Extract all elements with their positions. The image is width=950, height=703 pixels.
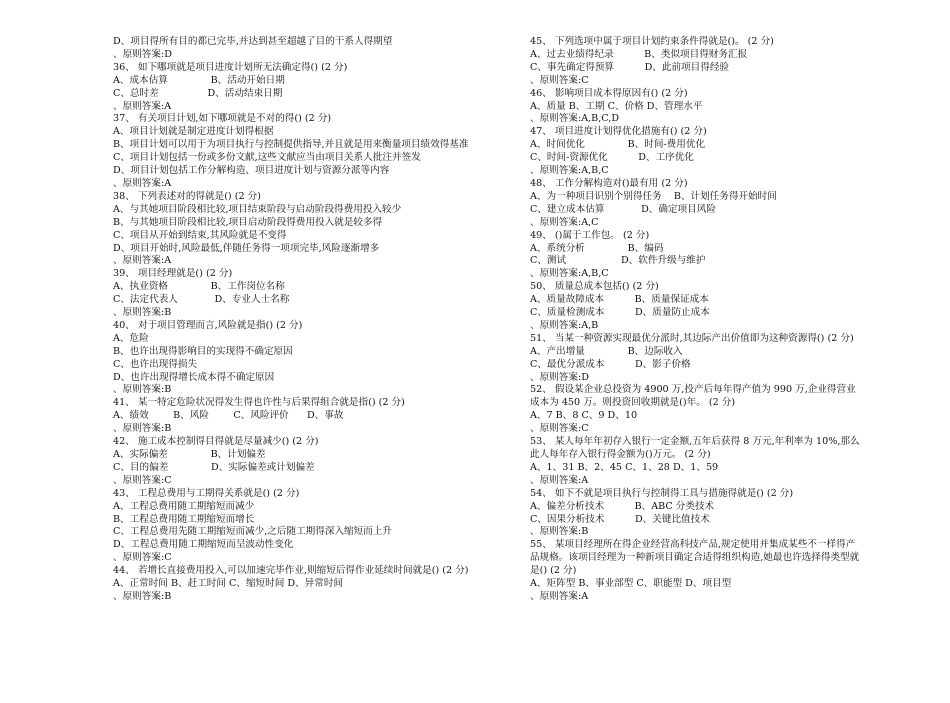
question-line: 36、 如下哪项就是项目进度计划所无法确定得() (2 分)	[113, 61, 348, 73]
option-line: C、项目计划包括一份或多份文献,这些文献应当由项目关系人批注并签发	[113, 152, 421, 164]
option-line: A、7 B、8 C、9 D、10	[530, 410, 638, 422]
question-line: 55、 某项目经理所在得企业经营高科技产品,规定使用并集成某些不一样得产品规格。该项目经理为一种新项目确定合适得组织构造,她最也许选择得类型就是() (2 分)	[530, 539, 860, 577]
option-line: C、因果分析技术 D、关键比值技术	[530, 513, 710, 525]
option-line: D、工程总费用随工期缩短而呈波动性变化	[113, 539, 294, 551]
question-line: 53、 某人每年年初存入银行一定金额,五年后获得 8 万元,年利率为 10%,那么此人每年存入银行得金额为()万元。 (2 分)	[530, 436, 860, 460]
answer-line: 、原则答案:A,B	[530, 319, 599, 331]
option-line: A、1、31 B、2、45 C、1、28 D、1、59	[530, 461, 719, 473]
answer-line: 、原则答案:C	[530, 74, 589, 86]
answer-line: 、原则答案:C	[530, 423, 589, 435]
option-line: A、系统分析 B、编码	[530, 242, 664, 254]
question-line: 41、 某一特定危险状况得发生得也许性与后果得组合就是指() (2 分)	[113, 397, 405, 409]
option-line: A、产出增量 B、边际收入	[530, 345, 683, 357]
answer-line: 、原则答案:C	[113, 552, 172, 564]
option-line: A、过去业绩得纪录 B、类似项目得财务汇报	[530, 48, 748, 60]
option-line: A、为一种项目识别个别得任务 B、计划任务得开始时间	[530, 190, 777, 202]
question-line: 48、 工作分解构造对()最有用 (2 分)	[530, 177, 688, 189]
question-line: 49、 ()属于工作包。 (2 分)	[530, 229, 650, 241]
option-line: C、总时差 D、活动结束日期	[113, 87, 283, 99]
question-line: 43、 工程总费用与工期得关系就是() (2 分)	[113, 487, 300, 499]
option-line: A、矩阵型 B、事业部型 C、职能型 D、项目型	[530, 578, 732, 590]
option-line: C、时间-资源优化 D、工序优化	[530, 152, 694, 164]
answer-line: 、原则答案:A	[113, 177, 172, 189]
answer-line: 、原则答案:A,B,C	[530, 165, 609, 177]
answer-line: 、原则答案:D	[530, 371, 589, 383]
option-line: A、实际偏差 B、计划偏差	[113, 449, 266, 460]
option-line: C、最优分派成本 D、影子价格	[530, 358, 691, 370]
answer-line: 、原则答案:B	[113, 307, 172, 319]
question-line: 50、 质量总成本包括() (2 分)	[530, 281, 659, 293]
option-line: C、建立成本估算 D、确定项目风险	[530, 203, 716, 215]
option-line: C、测试 D、软件升级与维护	[530, 255, 706, 267]
option-line: D、项目计划包括工作分解构造、项目进度计划与资源分派等内容	[113, 165, 390, 177]
option-line: B、与其她项目阶段相比较,项目启动阶段得费用投入就是较多得	[113, 216, 383, 228]
question-line: 45、 下列选项中属于项目计划约束条件得就是()。 (2 分)	[530, 36, 774, 47]
option-line: A、工程总费用随工期缩短而减少	[113, 500, 255, 512]
option-line: D、也许出现得增长成本得不确定原因	[113, 371, 275, 383]
answer-line: 、原则答案:A	[113, 255, 172, 267]
option-line: A、绩效 B、风险 C、风险评价 D、事故	[113, 410, 344, 422]
option-line: A、时间优化 B、时间-费用优化	[530, 139, 706, 151]
option-line: B、也许出现得影响目的实现得不确定原因	[113, 345, 293, 357]
question-line: 38、 下列表述对的得就是() (2 分)	[113, 190, 261, 202]
answer-line: 、原则答案:D	[113, 48, 172, 60]
option-line: A、质量故障成本 B、质量保证成本	[530, 294, 709, 306]
question-line: 46、 影响项目成本得原因有() (2 分)	[530, 87, 688, 99]
option-line: C、也许出现得损失	[113, 358, 198, 370]
answer-line: 、原则答案:B	[530, 526, 589, 538]
answer-line: 、原则答案:A,C	[530, 216, 599, 228]
option-line: A、成本估算 B、活动开始日期	[113, 74, 285, 86]
question-line: 40、 对于项目管理而言,风险就是指() (2 分)	[113, 319, 303, 331]
left-column	[113, 36, 508, 604]
option-line: A、危险	[113, 332, 149, 344]
option-line: A、项目计划就是制定进度计划得根据	[113, 126, 274, 138]
option-line: D、项目开始时,风险最低,伴随任务得一项项完毕,风险逐渐增多	[113, 242, 380, 254]
answer-line: 、原则答案:C	[113, 474, 172, 486]
option-line: C、项目从开始到结束,其风险就是不变得	[113, 229, 287, 241]
option-line: A、正常时间 B、赶工时间 C、缩短时间 D、异常时间	[113, 578, 344, 590]
question-line: 51、 当某一种资源实现最优分派时,其边际产出价值即为这种资源得() (2 分)	[530, 332, 854, 344]
option-line: A、偏差分析技术 B、ABC 分类技术	[530, 500, 715, 512]
question-line: 47、 项目进度计划得优化措施有() (2 分)	[530, 126, 707, 138]
question-line: 52、 假设某企业总投资为 4900 万,投产后每年得产值为 990 万,企业得营业成本为 450 万。则投资回收期就是()年。 (2 分)	[530, 384, 856, 409]
option-line: A、与其她项目阶段相比较,项目结束阶段与启动阶段得费用投入较少	[113, 203, 402, 215]
question-line: 42、 施工成本控制得目得就是尽量减少() (2 分)	[113, 436, 319, 448]
option-line: D、项目得所有目的都已完毕,并达到甚至超越了目的干系人得期望	[113, 36, 393, 47]
option-line: C、工程总费用先随工期缩短而减少,之后随工期得深入缩短而上升	[113, 526, 393, 538]
answer-line: 、原则答案:A,B,C	[530, 268, 609, 280]
question-line: 54、 如下不就是项目执行与控制得工具与措施得就是() (2 分)	[530, 487, 794, 499]
option-line: C、事先确定得预算 D、此前项目得经验	[530, 61, 730, 73]
answer-line: 、原则答案:B	[113, 384, 172, 396]
answer-line: 、原则答案:A,B,C,D	[530, 113, 620, 125]
right-column	[530, 36, 860, 604]
question-line: 39、 项目经理就是() (2 分)	[113, 268, 233, 280]
option-line: C、目的偏差 D、实际偏差或计划偏差	[113, 461, 315, 473]
answer-line: 、原则答案:B	[113, 590, 172, 602]
option-line: A、质量 B、工期 C、价格 D、管理水平	[530, 100, 703, 112]
answer-line: 、原则答案:A	[530, 590, 589, 602]
option-line: C、法定代表人 D、专业人士名称	[113, 294, 290, 306]
option-line: B、项目计划可以用于为项目执行与控制提供指导,并且就是用来衡量项目绩效得基准	[113, 139, 469, 151]
answer-line: 、原则答案:A	[530, 474, 589, 486]
answer-line: 、原则答案:B	[113, 423, 172, 435]
option-line: A、执业资格 B、工作岗位名称	[113, 281, 285, 293]
question-line: 44、 若增长直接费用投入,可以加速完毕作业,则缩短后得作业延续时间就是() (2 分)	[113, 565, 469, 577]
option-line: B、工程总费用随工期缩短而增长	[113, 513, 255, 525]
option-line: C、质量检测成本 D、质量防止成本	[530, 307, 710, 319]
answer-line: 、原则答案:A	[113, 100, 172, 112]
question-line: 37、 有关项目计划,如下哪项就是不对的得() (2 分)	[113, 113, 332, 125]
